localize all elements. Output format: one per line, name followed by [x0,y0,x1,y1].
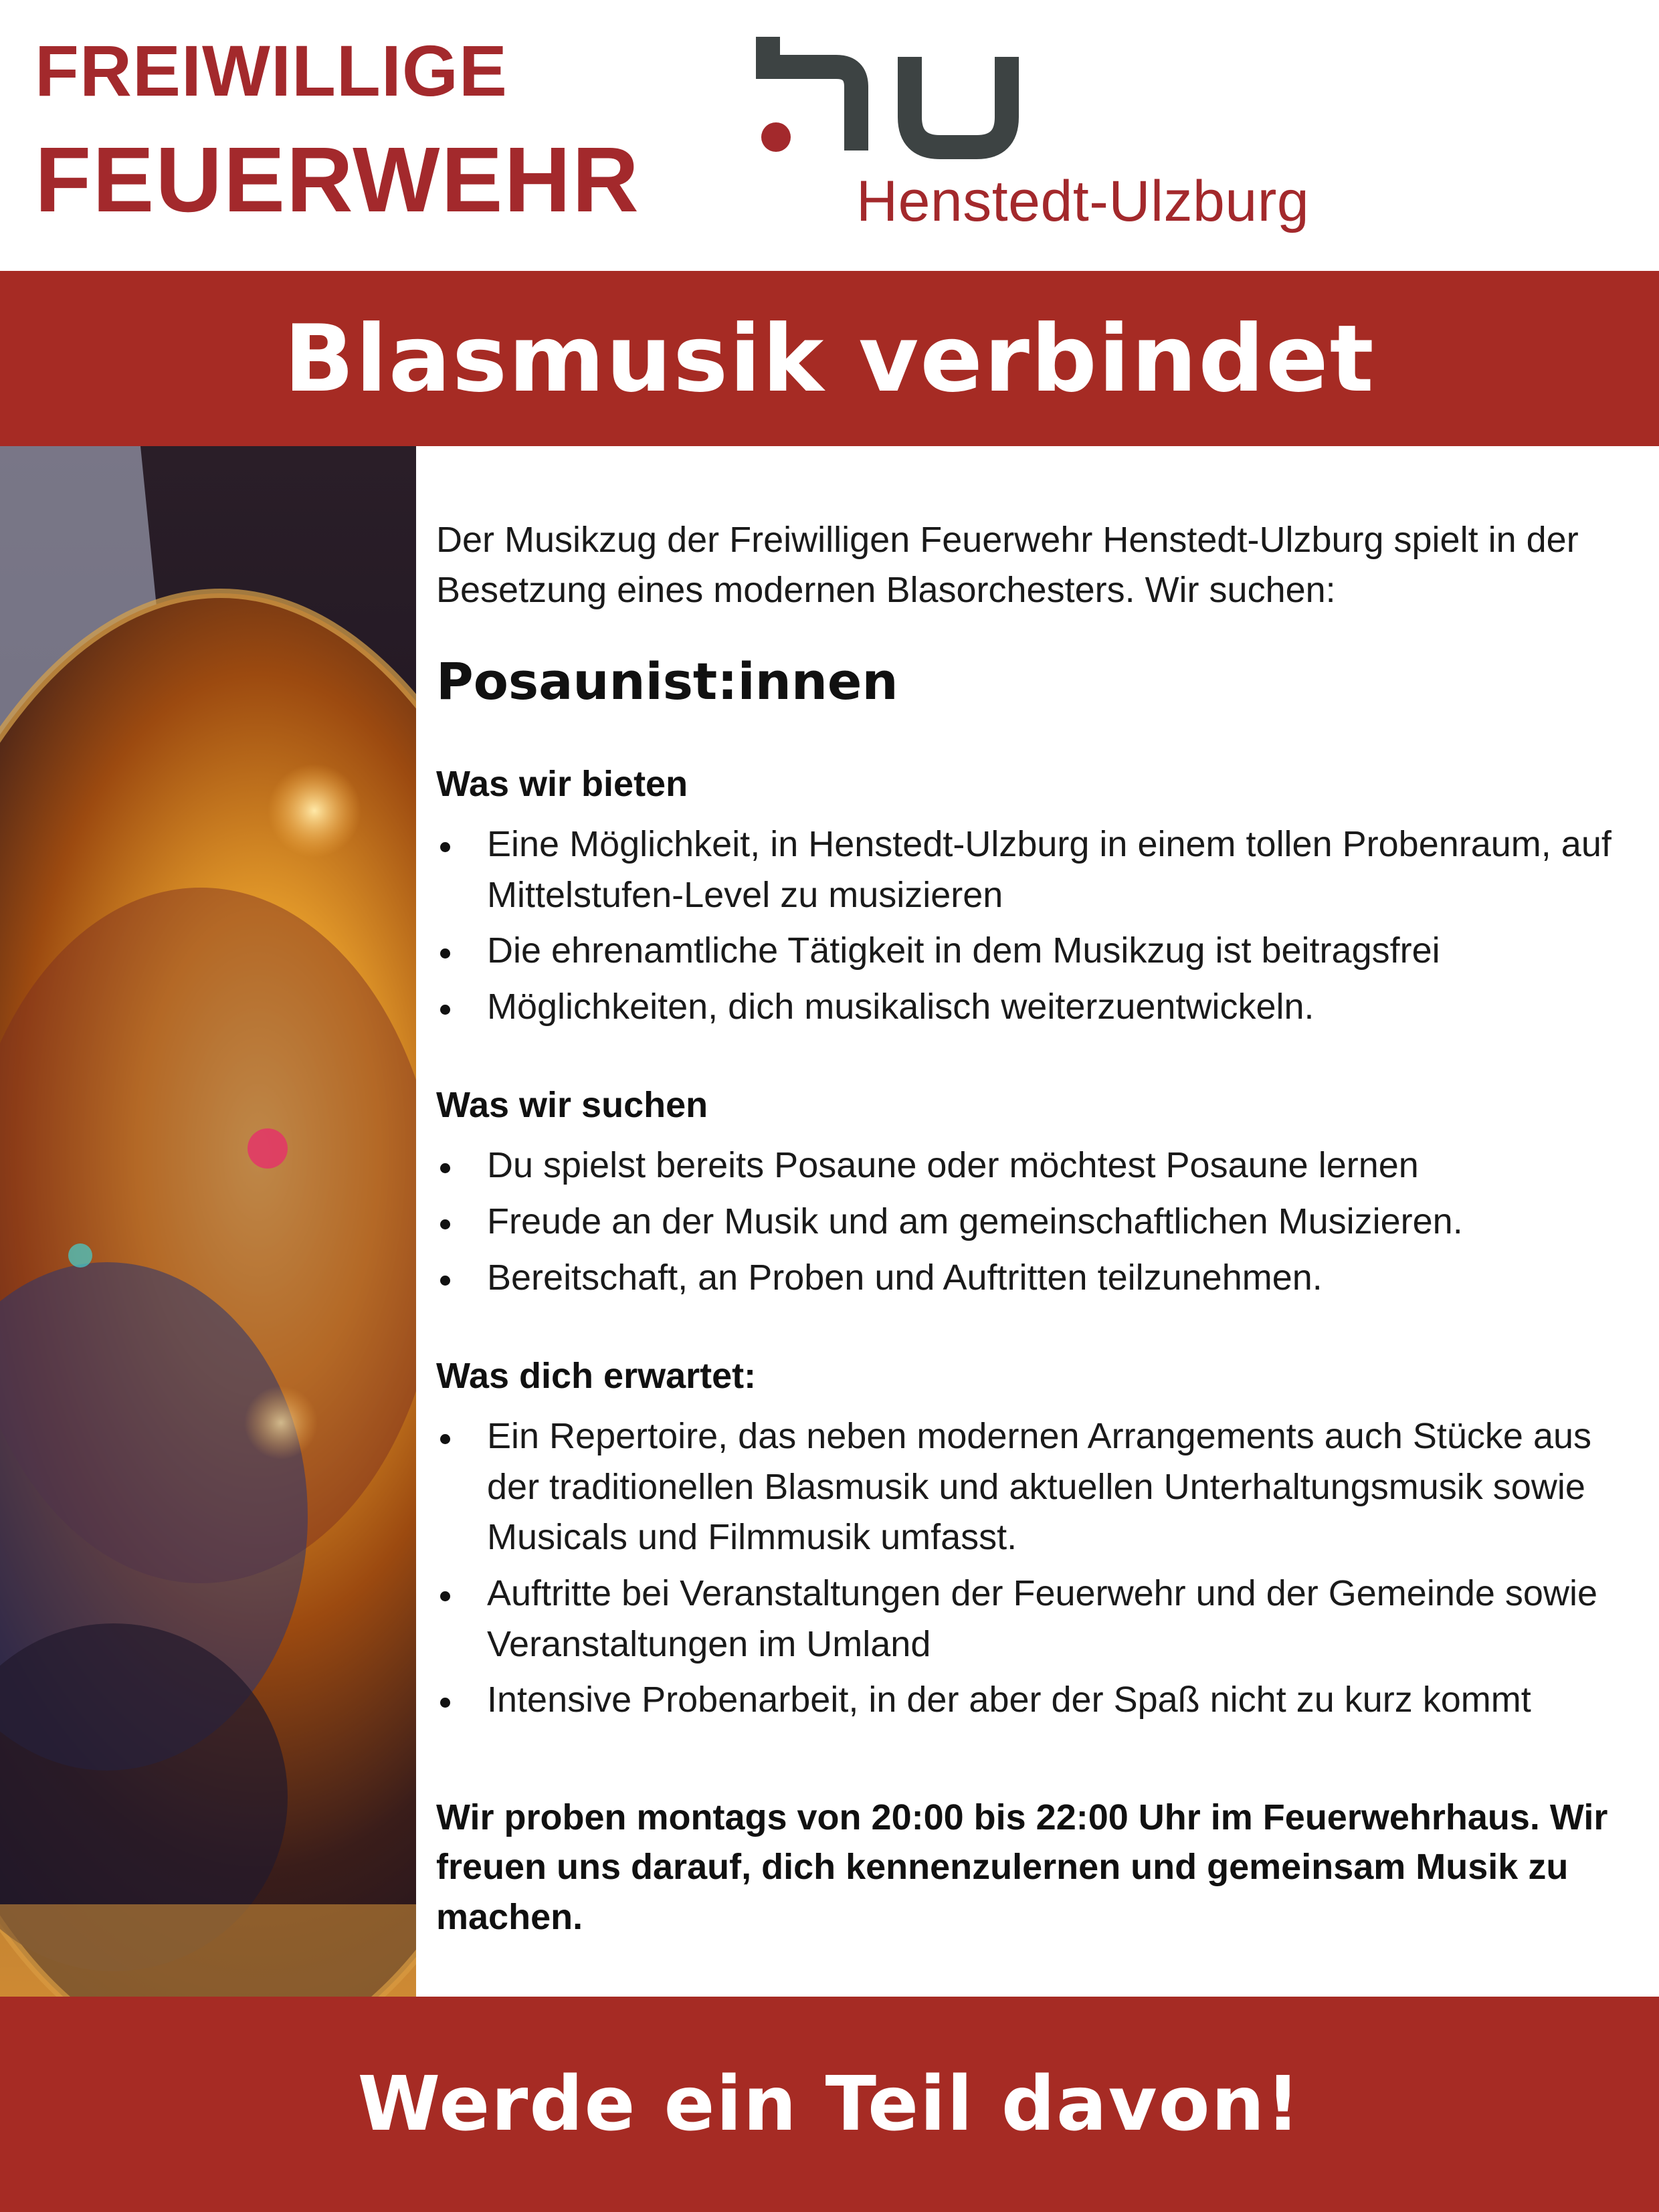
list-item: Freude an der Musik und am gemeinschaftlichen Musizieren. [436,1197,1640,1247]
page-title: Blasmusik verbindet [284,304,1375,413]
closing-text: Wir proben montags von 20:00 bis 22:00 Uhr im Feuerwehrhaus. Wir freuen uns darauf, dich kennenzulernen und gemeinsam Musik zu machen. [436,1797,1608,1937]
offer-list [436,819,1640,1032]
list-item: Auftritte bei Veranstaltungen der Feuerwehr und der Gemeinde sowie Veranstaltungen im Umland [436,1569,1640,1670]
list-item: Die ehrenamtliche Tätigkeit in dem Musikzug ist beitragsfrei [436,926,1640,977]
tuba-bell-image [0,446,416,1997]
header [0,0,1659,271]
list-item: Möglichkeiten, dich musikalisch weiterzuentwickeln. [436,982,1640,1033]
section-heading-expect: Was dich erwartet: [436,1356,757,1397]
main-content [436,515,1640,1942]
list-item: Ein Repertoire, das neben modernen Arrangements auch Stücke aus der traditionellen Blasmusik und aktuellen Unterhaltungsmusik sowie Musicals und Filmmusik umfasst. [436,1411,1640,1563]
list-item: Intensive Probenarbeit, in der aber der Spaß nicht zu kurz kommt [436,1675,1640,1726]
list-item: Du spielst bereits Posaune oder möchtest Posaune lernen [436,1140,1640,1191]
call-to-action: Werde ein Teil davon! [357,2061,1302,2148]
org-name-line1: FREIWILLIGE [35,30,508,111]
list-item: Bereitschaft, an Proben und Auftritten teilzunehmen. [436,1253,1640,1304]
footer-banner [0,1997,1659,2212]
title-banner [0,271,1659,446]
section-heading-offer: Was wir bieten [436,764,688,805]
tuba-photo [0,446,416,1997]
list-item: Eine Möglichkeit, in Henstedt-Ulzburg in einem tollen Probenraum, auf Mittelstufen-Level zu musizieren [436,819,1640,920]
org-name-line2: FEUERWEHR [35,128,640,231]
section-heading-search: Was wir suchen [436,1085,708,1126]
role-heading: Posaunist:innen [436,651,898,712]
search-list [436,1140,1640,1303]
expect-list [436,1411,1640,1726]
hu-logo-icon [756,30,1090,164]
town-name: Henstedt-Ulzburg [856,169,1310,233]
intro-text: Der Musikzug der Freiwilligen Feuerwehr Henstedt-Ulzburg spielt in der Besetzung eines modernen Blasorchesters. Wir suchen: [436,520,1579,610]
